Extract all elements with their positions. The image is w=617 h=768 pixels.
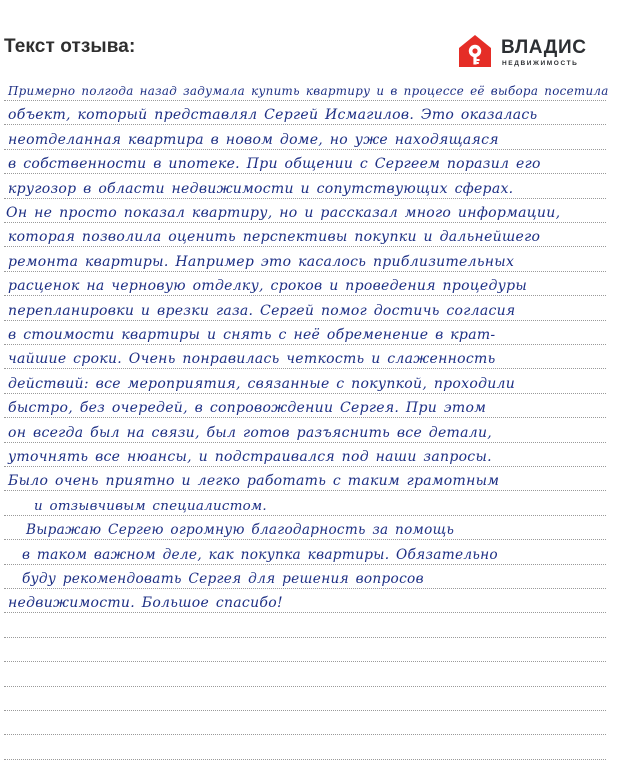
- brand-logo: [458, 34, 608, 74]
- review-text-line: Он не просто показал квартиру, но и рассказал много информации,: [6, 205, 561, 221]
- brand-subtitle: НЕДВИЖИМОСТЬ: [502, 60, 579, 67]
- review-text-line: в стоимости квартиры и снять с неё обременение в крат-: [8, 327, 496, 343]
- review-text-line: в таком важном деле, как покупка квартиры. Обязательно: [22, 546, 498, 563]
- ruled-line: [4, 759, 606, 760]
- review-text-line: уточнять все нюансы, и подстраивался под наши запросы.: [8, 449, 492, 465]
- review-text-line: буду рекомендовать Сергея для решения вопросов: [22, 571, 424, 587]
- review-text-line: перепланировки и врезки газа. Сергей помог достичь согласия: [8, 302, 516, 319]
- review-text-line: действий: все мероприятия, связанные с покупкой, проходили: [8, 375, 516, 392]
- review-text-line: Примерно полгода назад задумала купить квартиру и в процессе её выбора посетила: [8, 84, 609, 98]
- review-text-line: неотделанная квартира в новом доме, но уже находящаяся: [8, 131, 499, 148]
- review-text-line: Было очень приятно и легко работать с таким грамотным: [8, 473, 500, 490]
- ruled-line: [4, 686, 606, 687]
- review-text-line: и отзывчивым специалистом.: [34, 498, 267, 514]
- ruled-line: [4, 710, 606, 711]
- review-text-line: быстро, без очередей, в сопровождении Сергея. При этом: [8, 400, 487, 417]
- review-text-line: объект, который представлял Сергей Исмагилов. Это оказалась: [8, 107, 538, 124]
- ruled-line: [4, 637, 606, 638]
- review-text-line: недвижимости. Большое спасибо!: [8, 595, 283, 612]
- review-text-line: Выражаю Сергею огромную благодарность за помощь: [26, 522, 455, 539]
- ruled-line: [4, 661, 606, 662]
- review-text-line: которая позволила оценить перспективы покупки и дальнейшего: [8, 229, 541, 246]
- brand-name: ВЛАДИС: [501, 37, 587, 58]
- handwritten-review-sheet: [0, 76, 617, 768]
- review-text-line: чайшие сроки. Очень понравилась четкость и слаженность: [8, 351, 496, 368]
- review-text-line: в собственности в ипотеке. При общении с Сергеем поразил его: [8, 156, 541, 173]
- ruled-line: [4, 734, 606, 735]
- house-key-logo-icon: [458, 34, 492, 68]
- review-text-line: он всегда был на связи, был готов разъяснить все детали,: [8, 424, 493, 441]
- review-text-line: ремонта квартиры. Например это касалось приблизительных: [8, 253, 515, 270]
- review-text-line: кругозор в области недвижимости и сопутствующих сферах.: [8, 180, 514, 197]
- review-text-line: расценок на черновую отделку, сроков и проведения процедуры: [8, 278, 528, 295]
- review-heading: Текст отзыва:: [4, 36, 136, 57]
